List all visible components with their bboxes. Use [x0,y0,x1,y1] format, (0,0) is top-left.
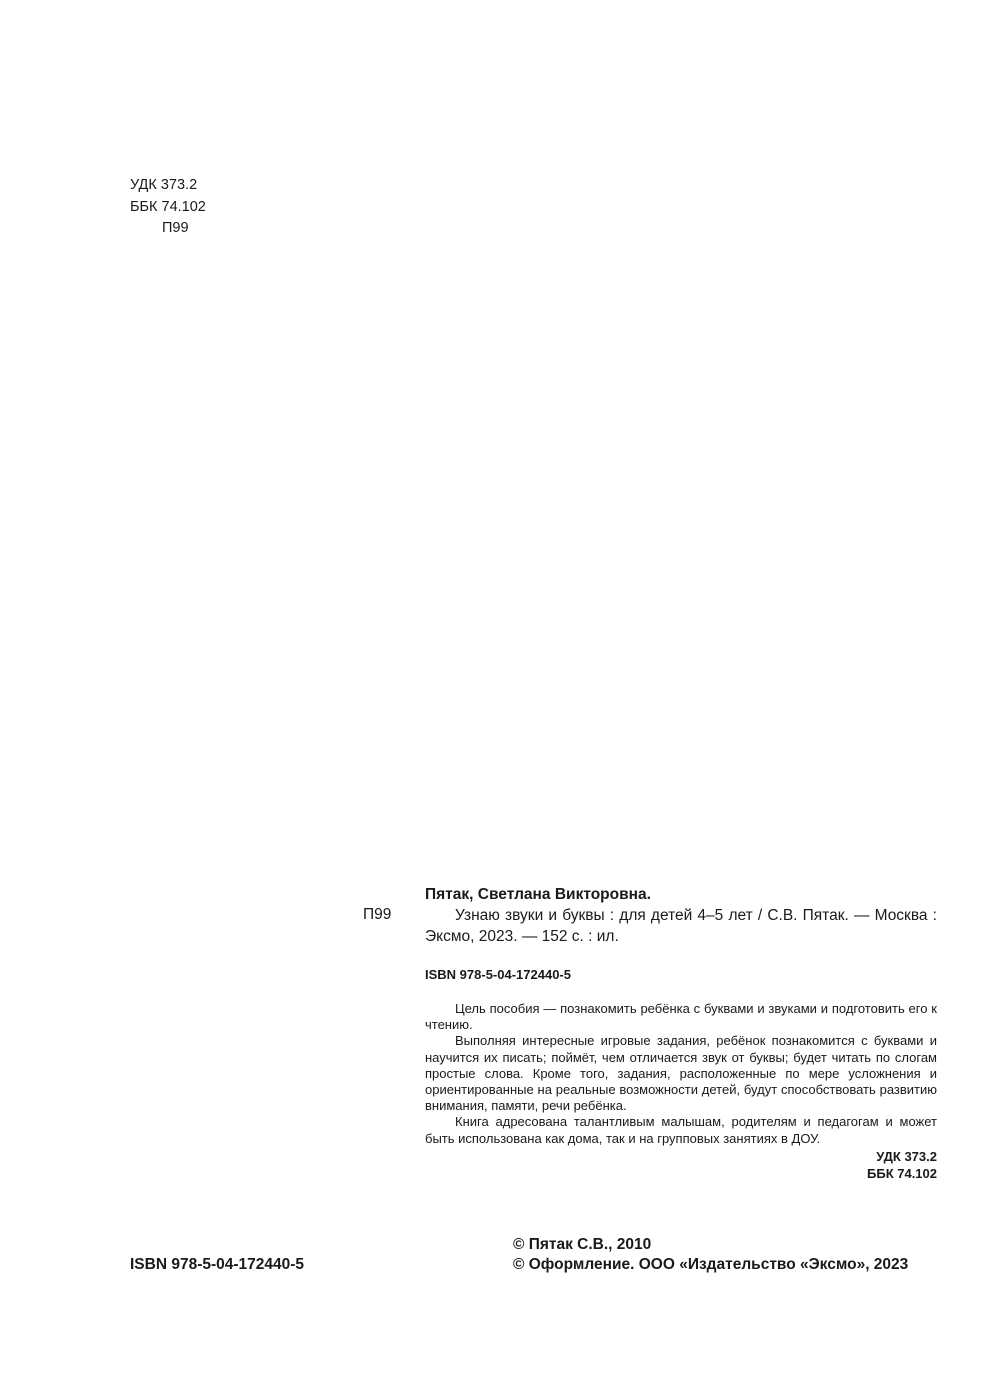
catalog-author-mark: П99 [363,906,392,923]
abstract-paragraph: Выполняя интересные игровые задания, ребёнок познакомится с буквами и научится их писать; поймёт, чем отличается звук от буквы; будет читать по слогам простые слова. Кроме того, задания, расположенные по мере усложнения и ориентированные на реальные возможности детей, будут способствовать развитию внимания, памяти, речи ребёнка. [425,1033,937,1114]
abstract-paragraph: Цель пособия — познакомить ребёнка с буквами и звуками и подготовить его к чтению. [425,1001,937,1033]
copyright-author: © Пятак С.В., 2010 [513,1236,652,1253]
catalog-card [425,885,937,1182]
catalog-abstract [425,1001,937,1147]
abstract-paragraph: Книга адресована талантливым малышам, родителям и педагогам и может быть использована как дома, так и на групповых занятиях в ДОУ. [425,1114,937,1146]
copyright-design: © Оформление. ООО «Издательство «Эксмо», 2023 [513,1256,909,1273]
catalog-title: Узнаю звуки и буквы : для детей 4–5 лет / С.В. Пятак. — Москва : Эксмо, 2023. — 152 с. : ил. [425,907,937,945]
catalog-isbn: ISBN 978-5-04-172440-5 [425,967,571,982]
catalog-author: Пятак, Светлана Викторовна. [425,886,651,903]
catalog-bbk: ББК 74.102 [867,1165,937,1181]
author-mark: П99 [162,220,189,236]
bbk-code: ББК 74.102 [130,198,206,215]
copyright-block [513,1235,908,1275]
classification-block [130,175,206,240]
udk-code: УДК 373.2 [130,177,198,193]
footer-isbn: ISBN 978-5-04-172440-5 [130,1256,305,1273]
catalog-codes [425,1148,937,1182]
catalog-udk: УДК 373.2 [876,1148,937,1164]
